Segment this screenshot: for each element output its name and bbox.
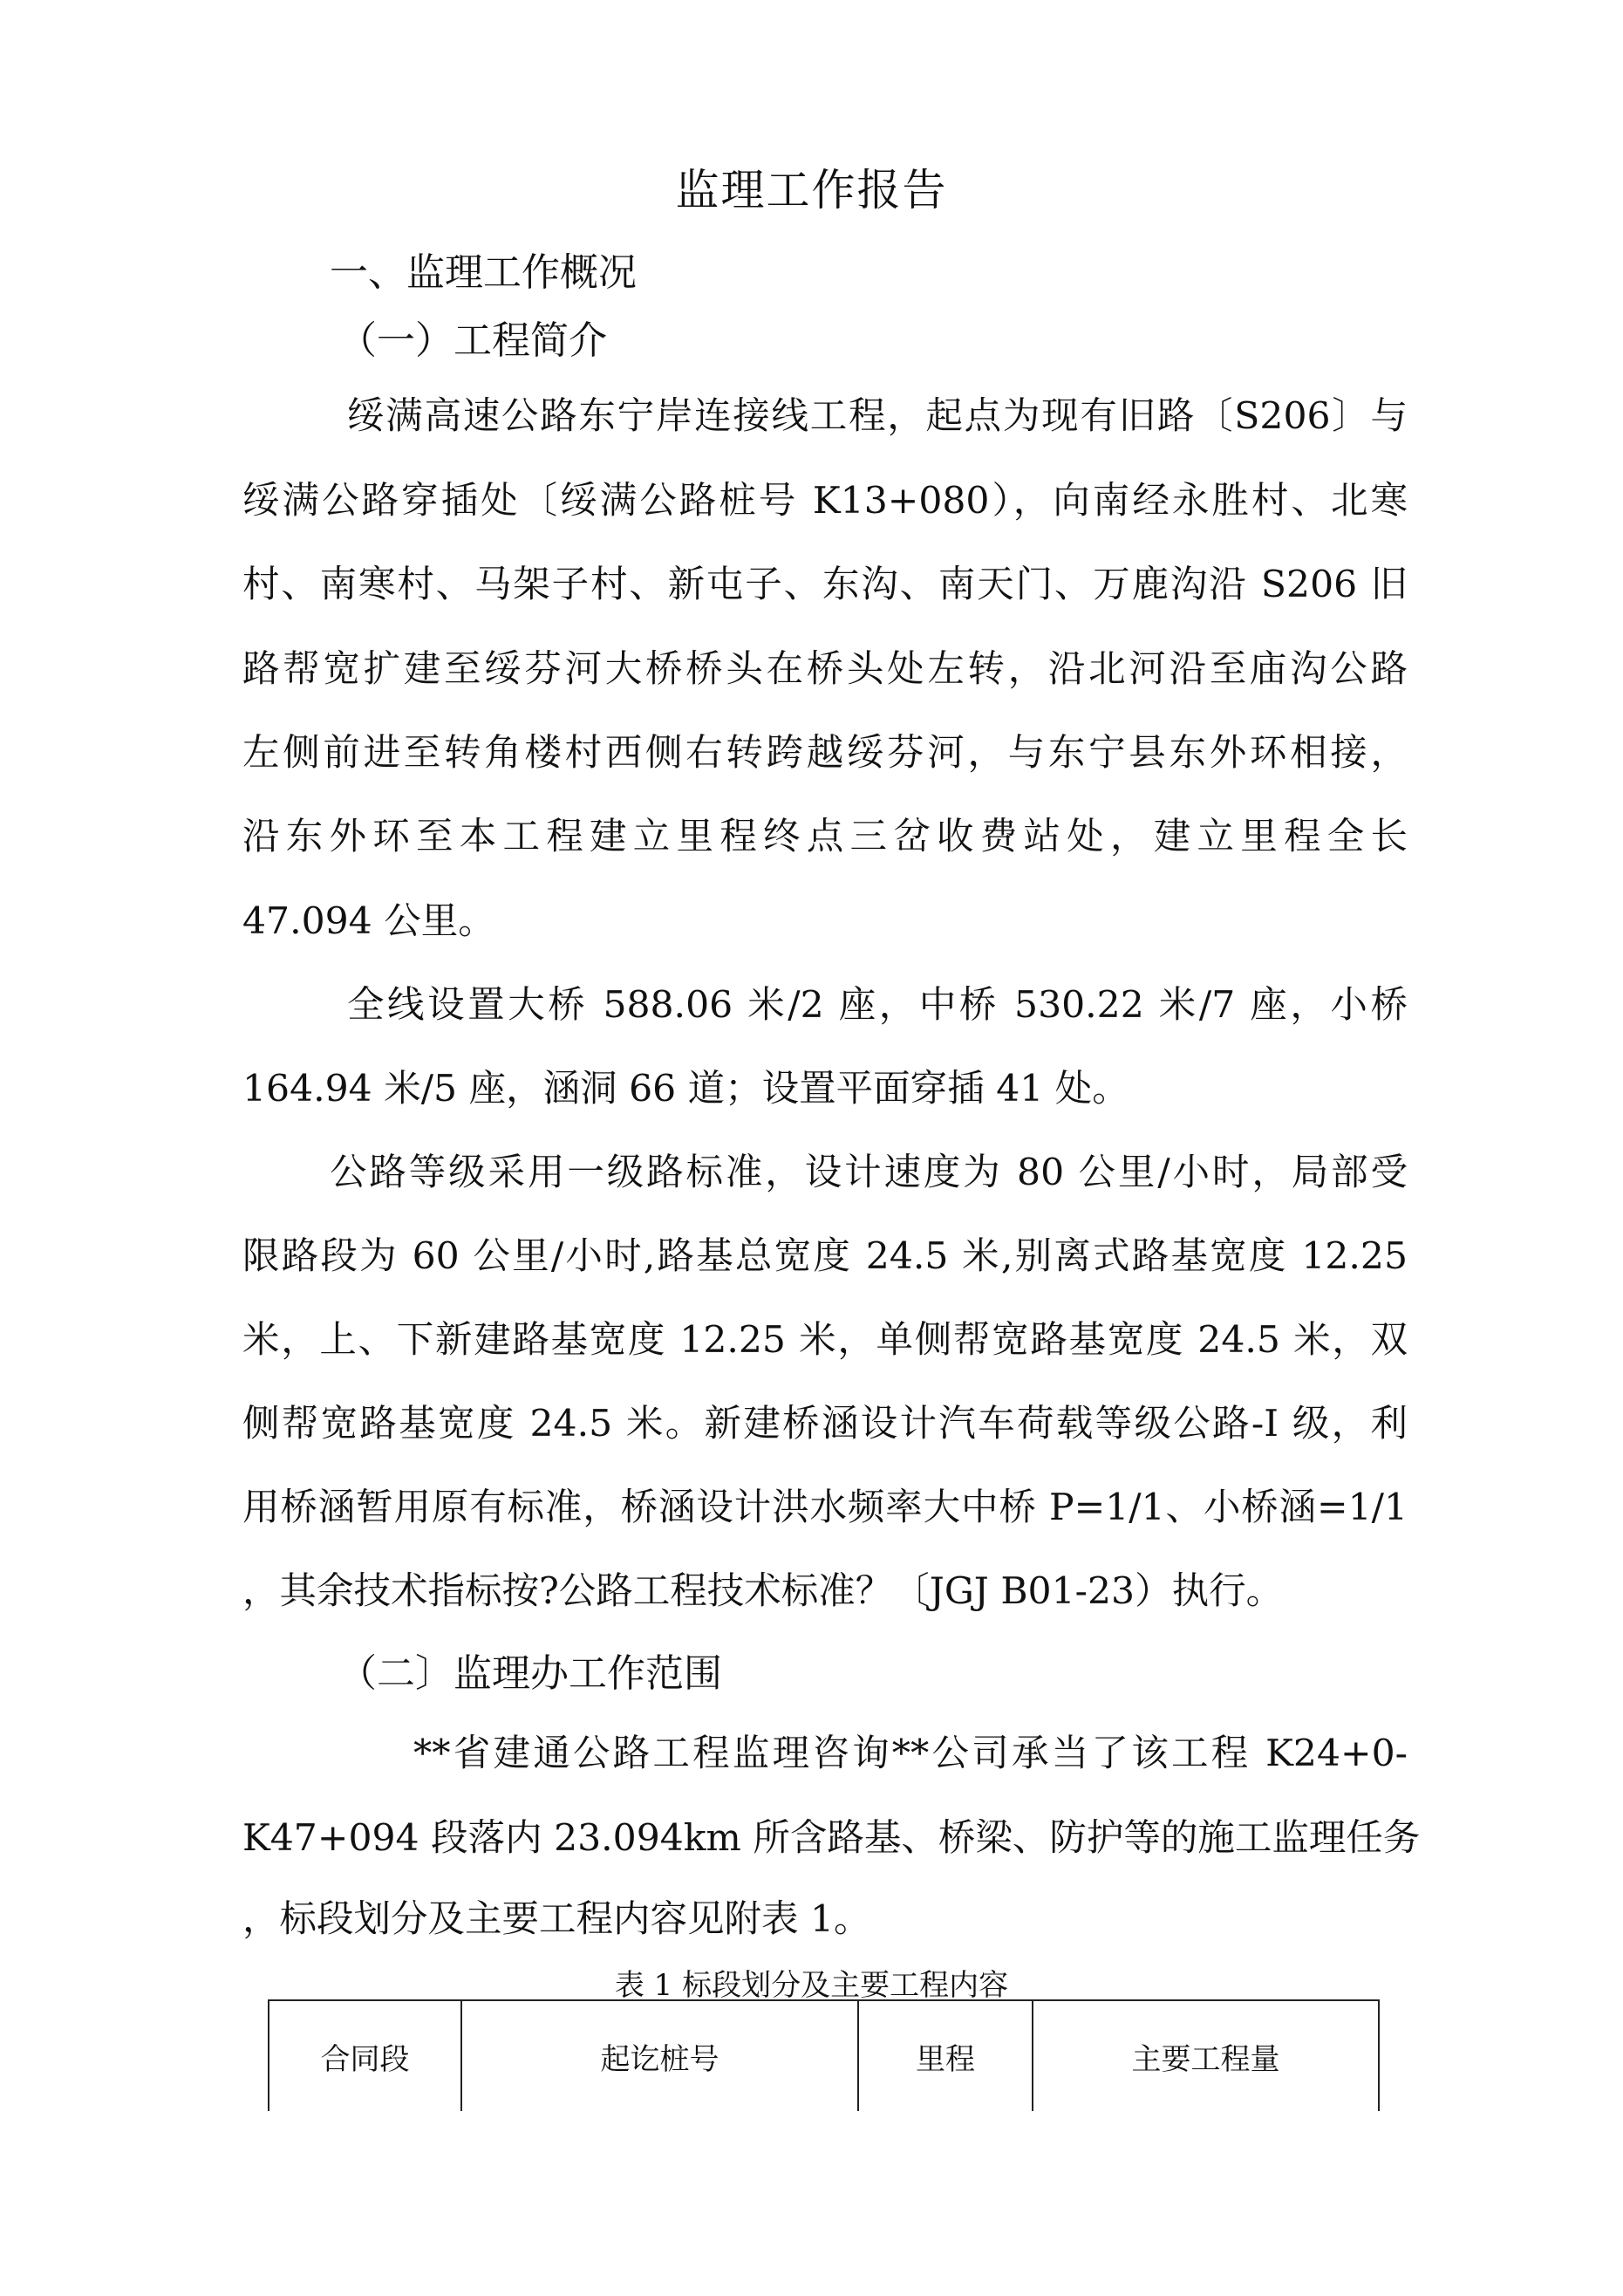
paragraph-line: 164.94 米/5 座，涵洞 66 道；设置平面穿插 41 处。 <box>242 1068 1129 1110</box>
paragraph-line: K47+094 段落内 23.094km 所含路基、桥梁、防护等的施工监理任务 <box>242 1817 1421 1860</box>
paragraph-line: 侧帮宽路基宽度 24.5 米。新建桥涵设计汽车荷载等级公路-I 级，利 <box>242 1403 1408 1445</box>
paragraph-line: ，标段划分及主要工程内容见附表 1。 <box>242 1898 871 1941</box>
table-header-cell: 起讫桩号 <box>461 2000 858 2111</box>
paragraph-line: **省建通公路工程监理咨询**公司承当了该工程 K24+0- <box>413 1732 1408 1775</box>
paragraph-line: 全线设置大桥 588.06 米/2 座，中桥 530.22 米/7 座，小桥 <box>347 984 1408 1027</box>
section-heading: 一、监理工作概况 <box>330 250 637 295</box>
paragraph-line: 限路段为 60 公里/小时,路基总宽度 24.5 米,别离式路基宽度 12.25 <box>242 1235 1408 1278</box>
paragraph-line: 用桥涵暂用原有标准，桥涵设计洪水频率大中桥 P=1/1、小桥涵=1/1 <box>242 1486 1408 1529</box>
paragraph-line: 左侧前进至转角楼村西侧右转跨越绥芬河，与东宁县东外环相接， <box>242 732 1408 775</box>
subsection-heading: （二〕监理办工作范围 <box>338 1651 722 1696</box>
table-header-cell: 里程 <box>858 2000 1033 2111</box>
paragraph-line: 绥满公路穿插处〔绥满公路桩号 K13+080），向南经永胜村、北寒 <box>242 480 1408 523</box>
paragraph-line: 沿东外环至本工程建立里程终点三岔收费站处，建立里程全长 <box>242 816 1408 858</box>
paragraph-line: 公路等级采用一级路标准，设计速度为 80 公里/小时，局部受 <box>330 1151 1408 1194</box>
paragraph-line: 米，上、下新建路基宽度 12.25 米，单侧帮宽路基宽度 24.5 米，双 <box>242 1319 1408 1362</box>
subsection-heading: （一）工程简介 <box>338 318 607 363</box>
paragraph-line: 路帮宽扩建至绥芬河大桥桥头在桥头处左转，沿北河沿至庙沟公路 <box>242 648 1408 691</box>
paragraph-line: 村、南寒村、马架子村、新屯子、东沟、南天门、万鹿沟沿 S206 旧 <box>242 564 1408 606</box>
document-title: 监理工作报告 <box>675 165 948 215</box>
paragraph-line: ，其余技术指标按?公路工程技术标准？〔JGJ B01-23）执行。 <box>242 1570 1284 1613</box>
paragraph-line: 绥满高速公路东宁岸连接线工程，起点为现有旧路〔S206〕与 <box>347 395 1408 438</box>
table-header-cell: 合同段 <box>269 2000 461 2111</box>
contract-section-table <box>268 1999 1380 2111</box>
table-header-row <box>269 2000 1379 2111</box>
table-caption: 表 1 标段划分及主要工程内容 <box>614 1968 1009 2003</box>
table-header-cell: 主要工程量 <box>1033 2000 1379 2111</box>
paragraph-line: 47.094 公里。 <box>242 900 495 943</box>
